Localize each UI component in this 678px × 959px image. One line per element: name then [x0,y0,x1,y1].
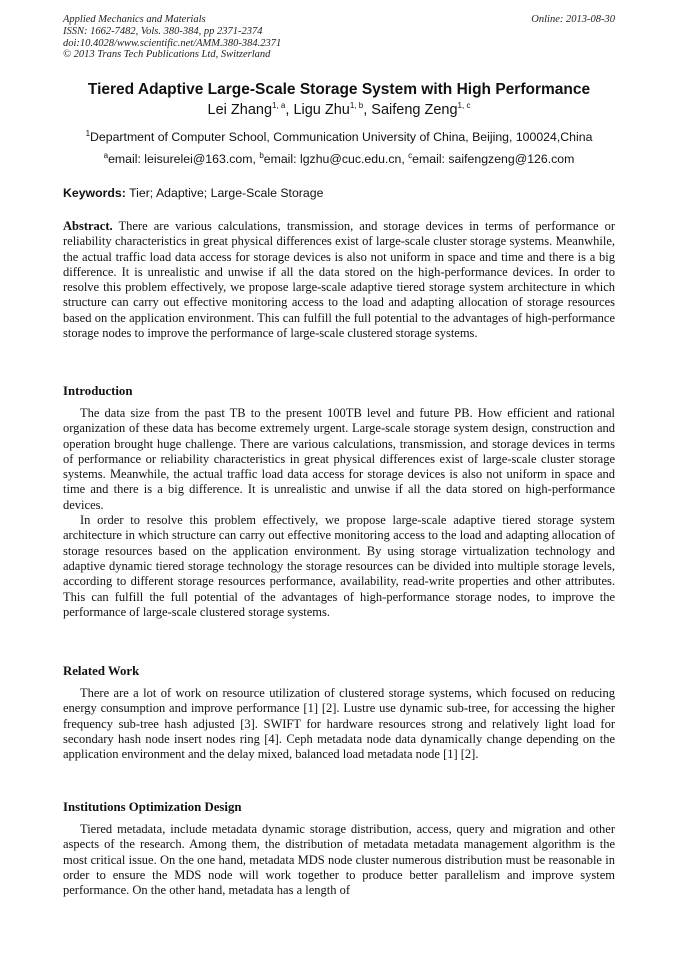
keywords [63,186,323,200]
keywords-text: Tier; Adaptive; Large-Scale Storage [125,186,324,200]
section-heading-institutions: Institutions Optimization Design [63,800,242,814]
email-sup: a [103,150,109,160]
section-heading-related-work: Related Work [63,664,140,678]
affiliation [40,130,638,144]
author-sup: 1, b [349,101,364,111]
paper-title: Tiered Adaptive Large-Scale Storage System with High Performance [87,81,591,98]
abstract [63,219,615,341]
email-link[interactable]: email: saifengzeng@126.com [412,152,575,166]
author-name: Ligu Zhu [293,102,350,118]
paragraph: The data size from the past TB to the present 100TB level and future PB. How efficient and rational organization of these data has become extremely urgent. Large-scale storage system design, construction and operation brought huge challenge. There are various calculations, transmission, and storage devices in terms of performance or reliability characteristics in great physical differences exist of large-scale cluster storage systems. Meanwhile, the actual traffic load data access for storage devices is also not uniform in space and time and there is a big difference. It is unrealistic and unwise if all the data stored on high-performance devices. [63,406,615,512]
email-sup: c [408,150,413,160]
copyright-line: © 2013 Trans Tech Publications Ltd, Switzerland [63,49,271,61]
author-sup: 1, a [272,101,286,111]
journal-name: Applied Mechanics and Materials [63,14,206,25]
doi-line: doi:10.4028/www.scientific.net/AMM.380-384.2371 [63,37,282,49]
keywords-label: Keywords: [63,186,126,200]
email-link[interactable]: email: leisurelei@163.com, [108,152,260,166]
author-name: Lei Zhang [207,102,273,118]
issn-line: ISSN: 1662-7482, Vols. 380-384, pp 2371-2374 [63,25,263,37]
journal-header [63,14,615,61]
online-date: Online: 2013-08-30 [531,14,615,25]
email-sup: b [259,150,264,160]
paragraph: In order to resolve this problem effectively, we propose large-scale adaptive tiered storage system architecture in which structure can carry out effective monitoring access to the load and adapting allocation of storage resources based on the application environment. By using storage virtualization technology and adaptive dynamic tiered storage technology the storage resources can be divided into multiple storage levels, according to different storage resources performance, availability, read-write properties and other attributes. This can fulfill the full potential of the advantages of high-performance storage nodes, to improve the performance of large-scale clustered storage systems. [63,513,615,619]
related-work-body [63,686,615,762]
paragraph: Tiered metadata, include metadata dynamic storage distribution, access, query and migration and other aspects of the research. Among them, the distribution of metadata metadata management algorithm is the most critical issue. On the one hand, metadata MDS node cluster numerous distribution must be reasonable in order to ensure the MDS node will work together to produce better parallelism and improve system performance. On the other hand, metadata has a length of [63,822,615,898]
email-link[interactable]: email: lgzhu@cuc.edu.cn, [263,152,409,166]
abstract-label: Abstract. [63,219,113,233]
paragraph: There are a lot of work on resource utilization of clustered storage systems, which focused on reducing energy consumption and improve performance [1] [2]. Lustre use dynamic sub-tree, for accessing the higher frequency sub-tree hash adjusted [3]. SWIFT for hardware resources strong and relatively light load for secondary hash node insert nodes ring [4]. Ceph metadata node data dynamically change depending on the application environment and the delay mixed, balanced load metadata node [1] [2]. [63,686,615,762]
abstract-text: There are various calculations, transmission, and storage devices in terms of performance or reliability characteristics in great physical differences exist of large-scale cluster storage systems. Meanwhile, the actual traffic load data access for storage devices is also not uniform in space and time and there is a big difference. It is unrealistic and unwise if all the data stored on the high-performance devices. In order to resolve this problem effectively, we propose large-scale adaptive tiered storage system architecture in which structure can carry out effective monitoring access to the load and adapting allocation of storage resources based on the application environment. This can fulfill the full potential to the advantages of high-performance storage nodes to improve the performance of large-scale clustered storage systems. [63,219,615,341]
affiliation-text: Department of Computer School, Communication University of China, Beijing, 100024,China [90,130,593,144]
email-list [40,152,638,166]
author-name: Saifeng Zeng [371,102,458,118]
author-list: Lei Zhang$^{1, a}$, Ligu Zhu$^{1, b}$, Saifeng Zeng$^{1, c}$ [207,101,471,118]
institutions-body [63,822,615,898]
introduction-body [63,406,615,620]
author-sup: 1, c [457,101,471,111]
section-heading-introduction: Introduction [63,384,133,398]
affiliation-sup: 1 [85,128,91,138]
